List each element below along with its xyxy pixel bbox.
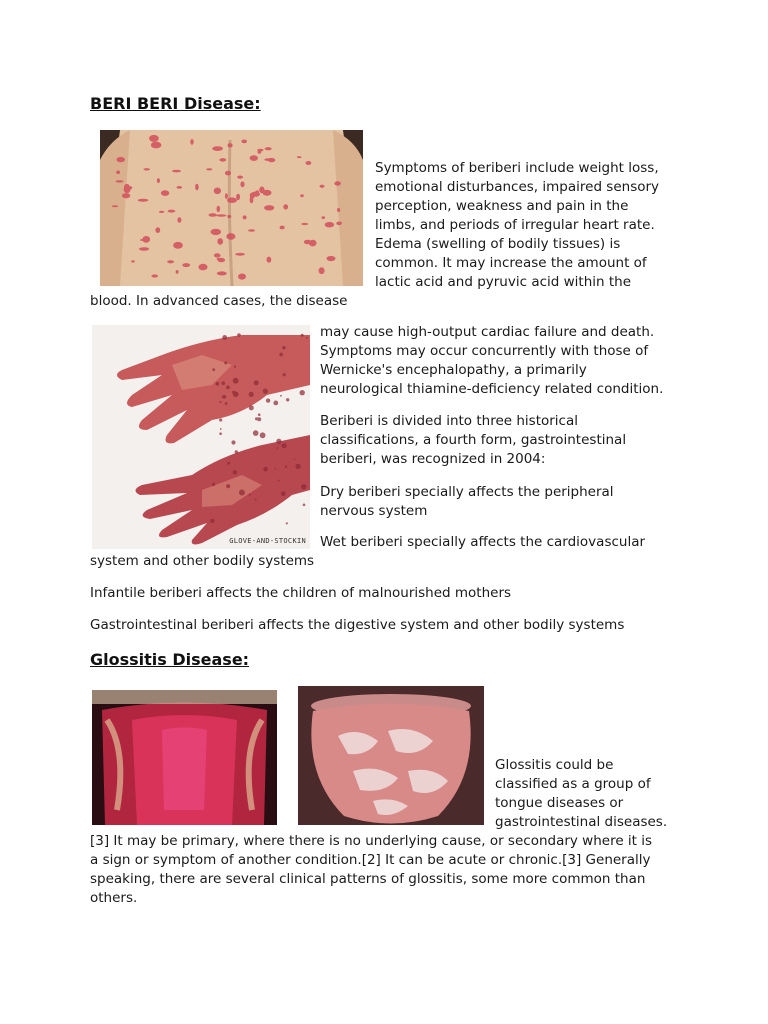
text-line: limbs, and periods of irregular heart rate. (375, 217, 655, 233)
text-line: Dry beriberi specially affects the peripheral (320, 484, 614, 500)
text-line: lactic acid and pyruvic acid within the (375, 274, 632, 290)
glossitis-body-paragraph (90, 832, 652, 908)
text-line: system and other bodily systems (90, 553, 315, 569)
image-caption: GLOVE-AND-STOCKIN (229, 537, 306, 545)
tongue-image-1 (92, 690, 277, 825)
text-line: tongue diseases or (495, 795, 624, 811)
glossitis-heading: Glossitis Disease: (90, 650, 250, 669)
text-line: beriberi, was recognized in 2004: (320, 451, 546, 467)
text-line: blood. In advanced cases, the disease (90, 293, 348, 309)
tongue-image-2 (298, 686, 484, 825)
beriberi-symptoms-paragraph (375, 159, 659, 292)
text-line: Wernicke's encephalopathy, a primarily (320, 362, 587, 378)
back-rash-image (100, 130, 363, 286)
gastrointestinal-beriberi-paragraph: Gastrointestinal beriberi affects the digestive system and other bodily systems (90, 617, 625, 633)
text-line: [3] It may be primary, where there is no underlying cause, or secondary where it is (90, 833, 653, 849)
dry-beriberi-paragraph (320, 483, 614, 521)
text-line: may cause high-output cardiac failure and death. (320, 324, 655, 340)
beriberi-classification-paragraph (320, 412, 626, 469)
hands-rash-image (92, 325, 310, 549)
text-line: speaking, there are several clinical patterns of glossitis, some more common than (90, 871, 646, 887)
text-line: classified as a group of (495, 776, 651, 792)
text-line: perception, weakness and pain in the (375, 198, 629, 214)
beriberi-cardiac-paragraph (320, 323, 663, 399)
text-line: classifications, a fourth form, gastrointestinal (320, 432, 627, 448)
text-line: gastrointestinal diseases. (495, 814, 668, 830)
text-line: emotional disturbances, impaired sensory (375, 179, 660, 195)
text-line: Glossitis could be (495, 757, 614, 773)
text-line: Symptoms of beriberi include weight loss, (375, 160, 659, 176)
glossitis-intro-paragraph (495, 756, 667, 832)
text-line: Edema (swelling of bodily tissues) is (375, 236, 621, 252)
text-line: Symptoms may occur concurrently with those of (320, 343, 649, 359)
text-line: a sign or symptom of another condition.[2] It can be acute or chronic.[3] Generally (90, 852, 651, 868)
text-line: Wet beriberi specially affects the cardiovascular (320, 534, 646, 550)
text-line: common. It may increase the amount of (375, 255, 647, 271)
text-line: neurological thiamine-deficiency related condition. (320, 381, 664, 397)
text-line: nervous system (320, 503, 428, 519)
text-line: Beriberi is divided into three historical (320, 413, 579, 429)
infantile-beriberi-paragraph: Infantile beriberi affects the children of malnourished mothers (90, 585, 512, 601)
text-line: others. (90, 890, 138, 906)
beriberi-heading: BERI BERI Disease: (90, 94, 261, 113)
